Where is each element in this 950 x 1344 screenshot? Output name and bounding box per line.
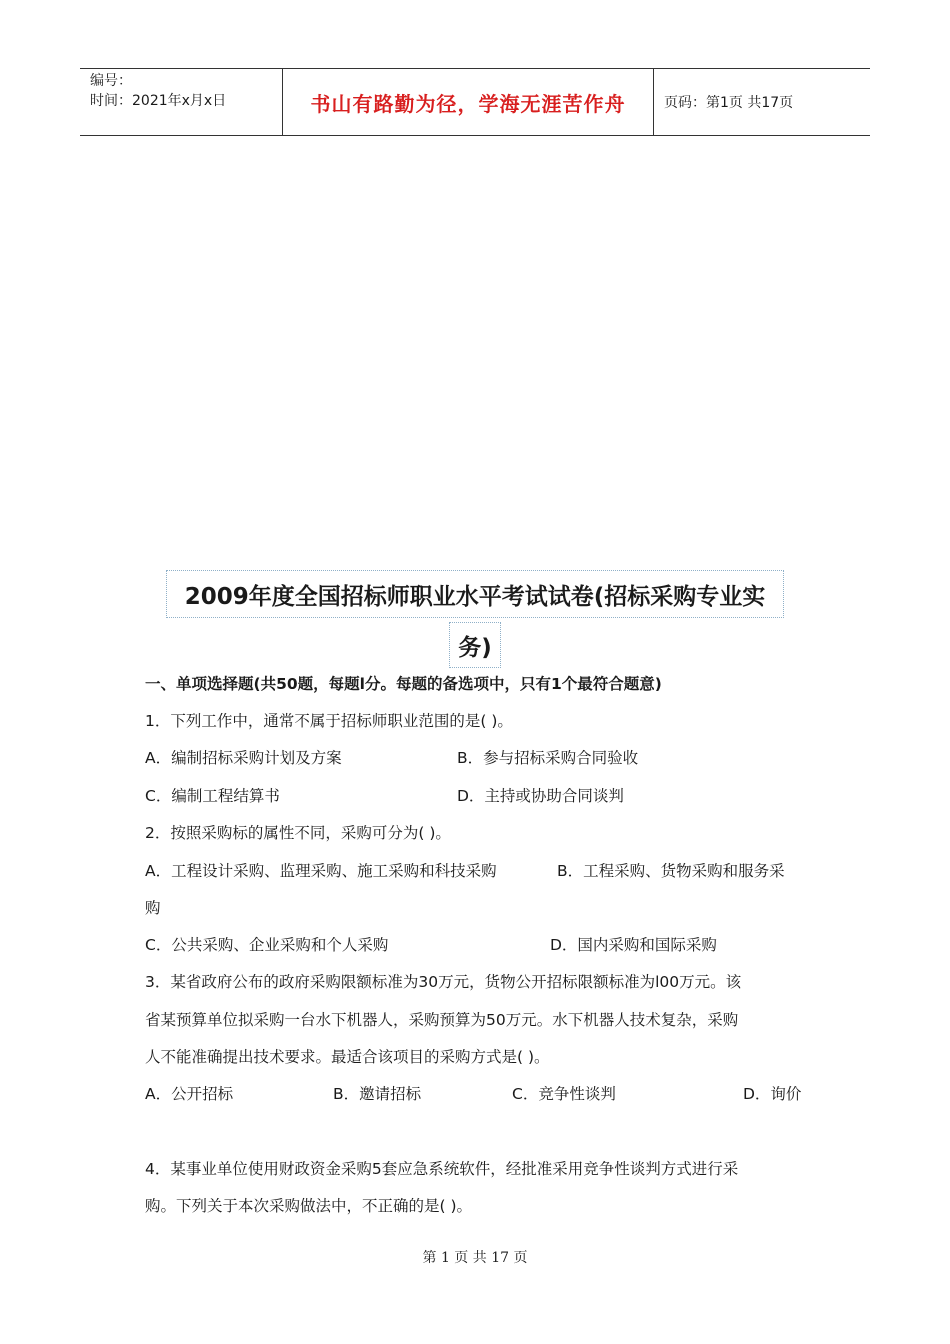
question-1-stem: 1．下列工作中，通常不属于招标师职业范围的是( )。 xyxy=(145,712,513,730)
question-3-option-b: B．邀请招标 xyxy=(333,1085,422,1103)
number-label: 编号： xyxy=(90,73,132,89)
question-2-option-a: A．工程设计采购、监理采购、施工采购和科技采购 xyxy=(145,862,497,880)
question-3-stem-line3: 人不能准确提出技术要求。最适合该项目的采购方式是( )。 xyxy=(145,1048,550,1066)
question-1-option-b: B．参与招标采购合同验收 xyxy=(457,749,639,767)
exam-title-line2: 务) xyxy=(449,622,501,668)
question-3-option-c: C．竞争性谈判 xyxy=(512,1085,616,1103)
question-3-stem-line2: 省某预算单位拟采购一台水下机器人，采购预算为50万元。水下机器人技术复杂，采购 xyxy=(145,1011,739,1029)
exam-title-line1: 2009年度全国招标师职业水平考试试卷(招标采购专业实 xyxy=(166,570,784,618)
question-3-option-d: D．询价 xyxy=(743,1085,802,1103)
question-1-option-a: A．编制招标采购计划及方案 xyxy=(145,749,342,767)
question-3-stem-line1: 3．某省政府公布的政府采购限额标准为30万元，货物公开招标限额标准为l00万元。该 xyxy=(145,973,742,991)
page-footer: 第 1 页 共 17 页 xyxy=(422,1250,528,1266)
question-4-stem-line1: 4．某事业单位使用财政资金采购5套应急系统软件，经批准采用竞争性谈判方式进行采 xyxy=(145,1160,739,1178)
section-heading: 一、单项选择题(共50题，每题l分。每题的备选项中，只有1个最符合题意) xyxy=(145,675,662,693)
question-3-option-a: A．公开招标 xyxy=(145,1085,234,1103)
time-label: 时间：2021年x月x日 xyxy=(90,93,227,109)
question-2-option-c: C．公共采购、企业采购和个人采购 xyxy=(145,936,389,954)
header-meta xyxy=(80,69,282,135)
question-2-option-b: B．工程采购、货物采购和服务采 xyxy=(557,862,785,880)
header-page-info: 页码：第1页 共17页 xyxy=(664,95,794,111)
document-header xyxy=(80,68,870,136)
question-1-option-d: D．主持或协助合同谈判 xyxy=(457,787,624,805)
header-motto: 书山有路勤为径，学海无涯苦作舟 xyxy=(282,69,654,135)
question-2-option-b-continued: 购 xyxy=(145,899,161,917)
question-2-option-d: D．国内采购和国际采购 xyxy=(550,936,717,954)
question-2-stem: 2．按照采购标的属性不同，采购可分为( )。 xyxy=(145,824,451,842)
question-1-option-c: C．编制工程结算书 xyxy=(145,787,280,805)
question-4-stem-line2: 购。下列关于本次采购做法中，不正确的是( )。 xyxy=(145,1197,473,1215)
